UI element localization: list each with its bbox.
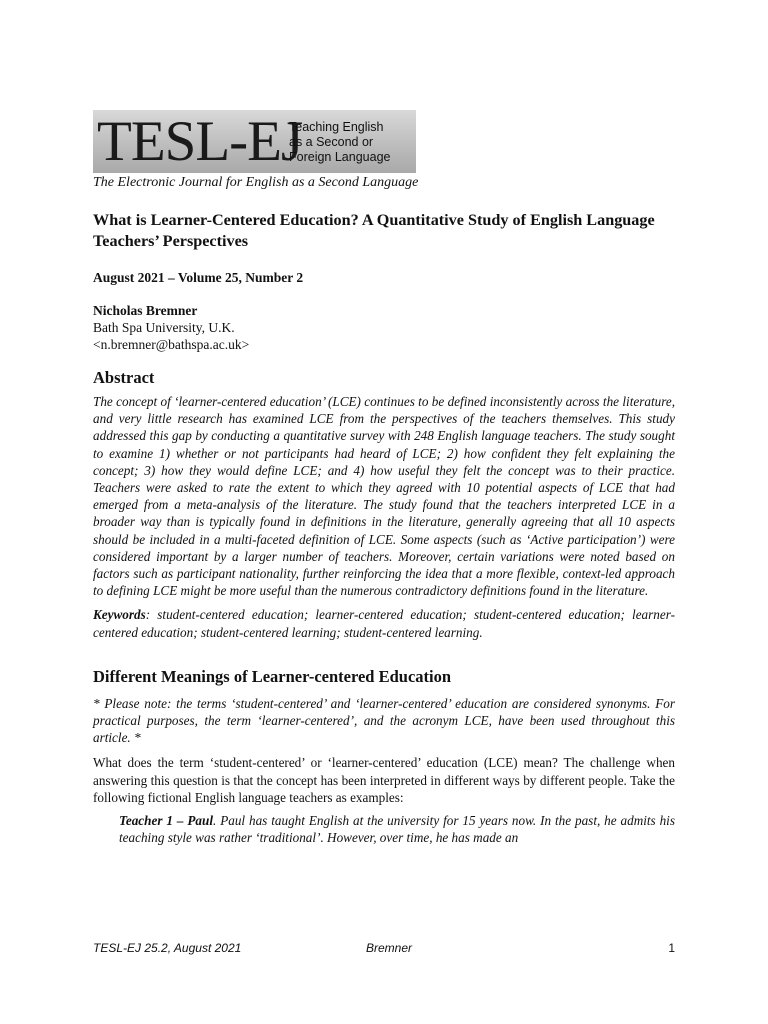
page-footer [93, 941, 675, 959]
logo-wordmark: TESL-EJ [97, 110, 303, 173]
terminology-note: * Please note: the terms ‘student-centered’ and ‘learner-centered’ education are considered synonyms. For practical purposes, the term ‘learner-centered’, and the acronym LCE, have been used throughout this article. * [93, 695, 675, 746]
author-affiliation: Bath Spa University, U.K. [93, 320, 235, 335]
example-text: . Paul has taught English at the university for 15 years now. In the past, he admits his teaching style was rather ‘traditional’. However, over time, he has made an [119, 813, 675, 846]
footer-author: Bremner [366, 941, 413, 955]
teacher-example [93, 812, 675, 846]
journal-subtitle: The Electronic Journal for English as a Second Language [93, 175, 419, 190]
section-heading: Different Meanings of Learner-centered Education [93, 666, 452, 686]
logo-tagline [289, 120, 413, 165]
example-label: Teacher 1 – Paul [119, 813, 213, 829]
article-title: What is Learner-Centered Education? A Quantitative Study of English Language Teachers’ Perspectives [93, 211, 655, 250]
abstract-text: The concept of ‘learner-centered education’ (LCE) continues to be defined inconsistently across the literature, and very little research has examined LCE from the perspectives of the teachers themselves. This study addressed this gap by conducting a quantitative survey with 248 English language teachers. The study sought to examine 1) whether or not participants had heard of LCE; 2) how confident they felt explaining the concept; 3) how they would define LCE; and 4) how useful they felt the concept was to their practice. Teachers were asked to rate the extent to which they agreed with 10 potential aspects of LCE that had emerged from a meta-analysis of the literature. The study found that the teachers interpreted LCE in a broader way than is typically found in definitions in the literature, generally agreeing that all 10 aspects should be included in a multi-faceted definition of LCE. Some aspects (such as ‘Active participation’) were considered important by a larger number of teachers. Moreover, certain variations were noted based on factors such as participant nationality, further reinforcing the idea that a more flexible, context-led approach to defining LCE might be more useful than the numerous contradictory definitions found in the literature. [93, 394, 675, 599]
keywords-text: : student-centered education; learner-centered education; student-centered education; learner-centered education; student-centered learning; student-centered learning. [93, 607, 675, 640]
abstract-heading: Abstract [93, 368, 155, 387]
keywords [93, 606, 675, 640]
page-number: 1 [668, 941, 675, 955]
logo-tagline-line: as a Second or [289, 135, 374, 149]
page-content [93, 110, 675, 846]
body-paragraph: What does the term ‘student-centered’ or ‘learner-centered’ education (LCE) mean? The challenge when answering this question is that the concept has been interpreted in different ways by different people. Take the following fictional English language teachers as examples: [93, 755, 675, 805]
author-email: <n.bremner@bathspa.ac.uk> [93, 337, 250, 352]
footer-journal: TESL-EJ 25.2, August 2021 [93, 941, 242, 955]
journal-logo [93, 110, 416, 173]
logo-tagline-line: Foreign Language [289, 150, 391, 164]
keywords-label: Keywords [93, 607, 146, 623]
author-name: Nicholas Bremner [93, 303, 198, 318]
issue-info: August 2021 – Volume 25, Number 2 [93, 270, 304, 285]
logo-tagline-line: Teaching English [289, 120, 384, 134]
author-block [93, 302, 675, 353]
